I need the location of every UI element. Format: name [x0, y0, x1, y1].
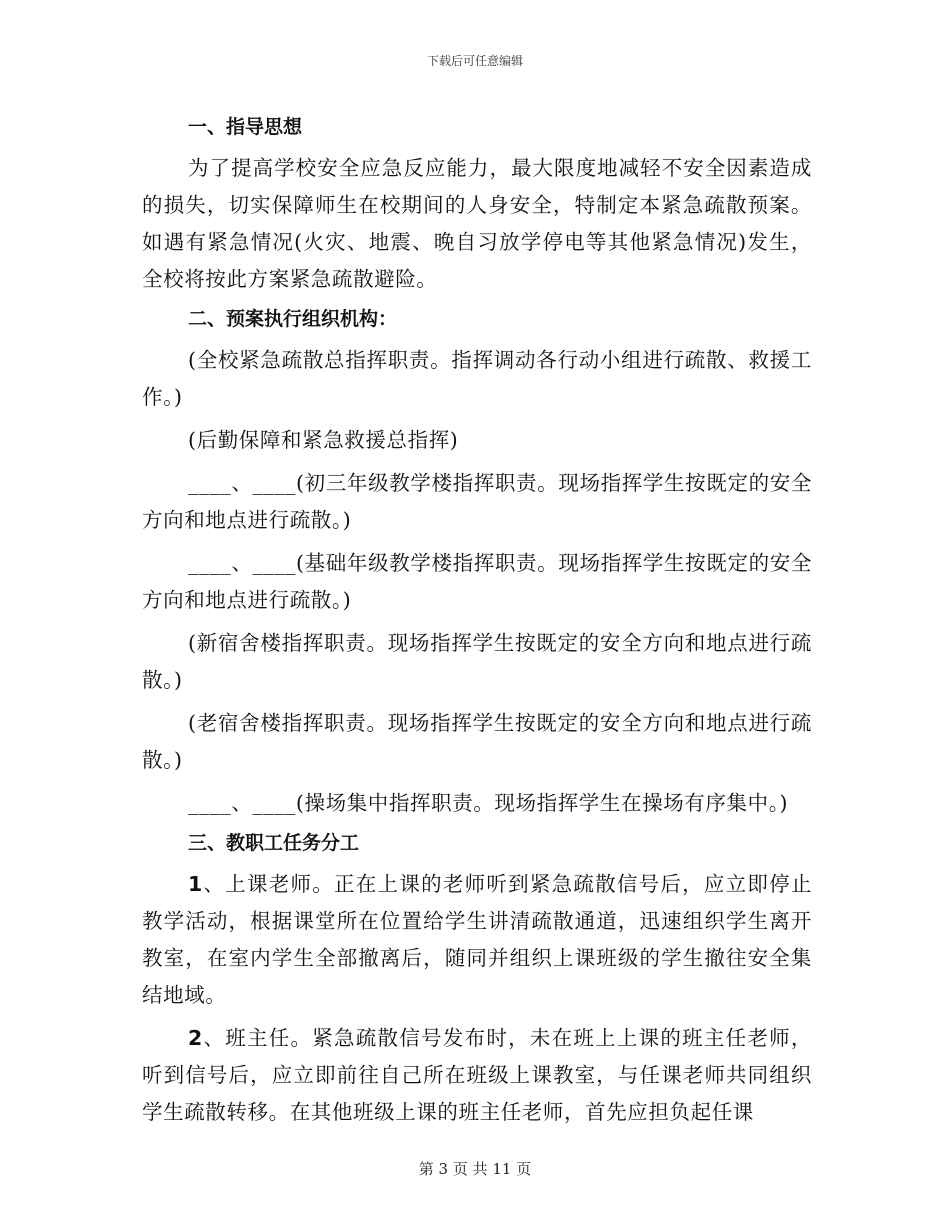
- page-header: 下载后可任意编辑: [426, 54, 523, 68]
- paragraph-head-teachers: [142, 1020, 812, 1131]
- org-item-playground: ____、____(操场集中指挥职责。现场指挥学生在操场有序集中。): [188, 791, 789, 815]
- section-title-guiding-thought: 一、指导思想: [188, 116, 303, 138]
- paragraph-guiding-thought: 为了提高学校安全应急反应能力，最大限度地减轻不安全因素造成的损失，切实保障师生在校期间的人身安全，特制定本紧急疏散预案。如遇有紧急情况(火灾、地震、晚自习放学停电等其他紧急情况)发生，全校将按此方案紧急疏散避险。: [142, 156, 812, 291]
- item-number: 1: [188, 872, 203, 896]
- org-item-old-dormitory: (老宿舍楼指挥职责。现场指挥学生按既定的安全方向和地点进行疏散。): [142, 711, 812, 772]
- org-item-grade9-building: ____、____(初三年级教学楼指挥职责。现场指挥学生按既定的安全方向和地点进行疏散。): [142, 471, 812, 532]
- paragraph-text: 、班主任。紧急疏散信号发布时，未在班上上课的班主任老师，听到信号后，应立即前往自己所在班级上课教室，与任课老师共同组织学生疏散转移。在其他班级上课的班主任老师，首先应担负起任课: [142, 1026, 812, 1124]
- org-item-basic-grade-building: ____、____(基础年级教学楼指挥职责。现场指挥学生按既定的安全方向和地点进行疏散。): [142, 551, 812, 612]
- org-item-logistics: (后勤保障和紧急救援总指挥): [188, 428, 459, 452]
- org-item-new-dormitory: (新宿舍楼指挥职责。现场指挥学生按既定的安全方向和地点进行疏散。): [142, 631, 812, 692]
- item-number: 2: [188, 1026, 203, 1050]
- document-body: [142, 112, 812, 1137]
- section-title-staff-duties: 三、教职工任务分工: [188, 832, 360, 854]
- paragraph-text: 、上课老师。正在上课的老师听到紧急疏散信号后，应立即停止教学活动，根据课堂所在位置给学生讲清疏散通道，迅速组织学生离开教室，在室内学生全部撤离后，随同并组织上课班级的学生撤往安全集结地域。: [142, 872, 812, 1007]
- org-item-chief-commander: (全校紧急疏散总指挥职责。指挥调动各行动小组进行疏散、救援工作。): [142, 348, 812, 409]
- page-footer: 第 3 页 共 11 页: [418, 1160, 532, 1178]
- paragraph-teachers: [142, 866, 812, 1014]
- section-title-organization: 二、预案执行组织机构：: [188, 308, 398, 330]
